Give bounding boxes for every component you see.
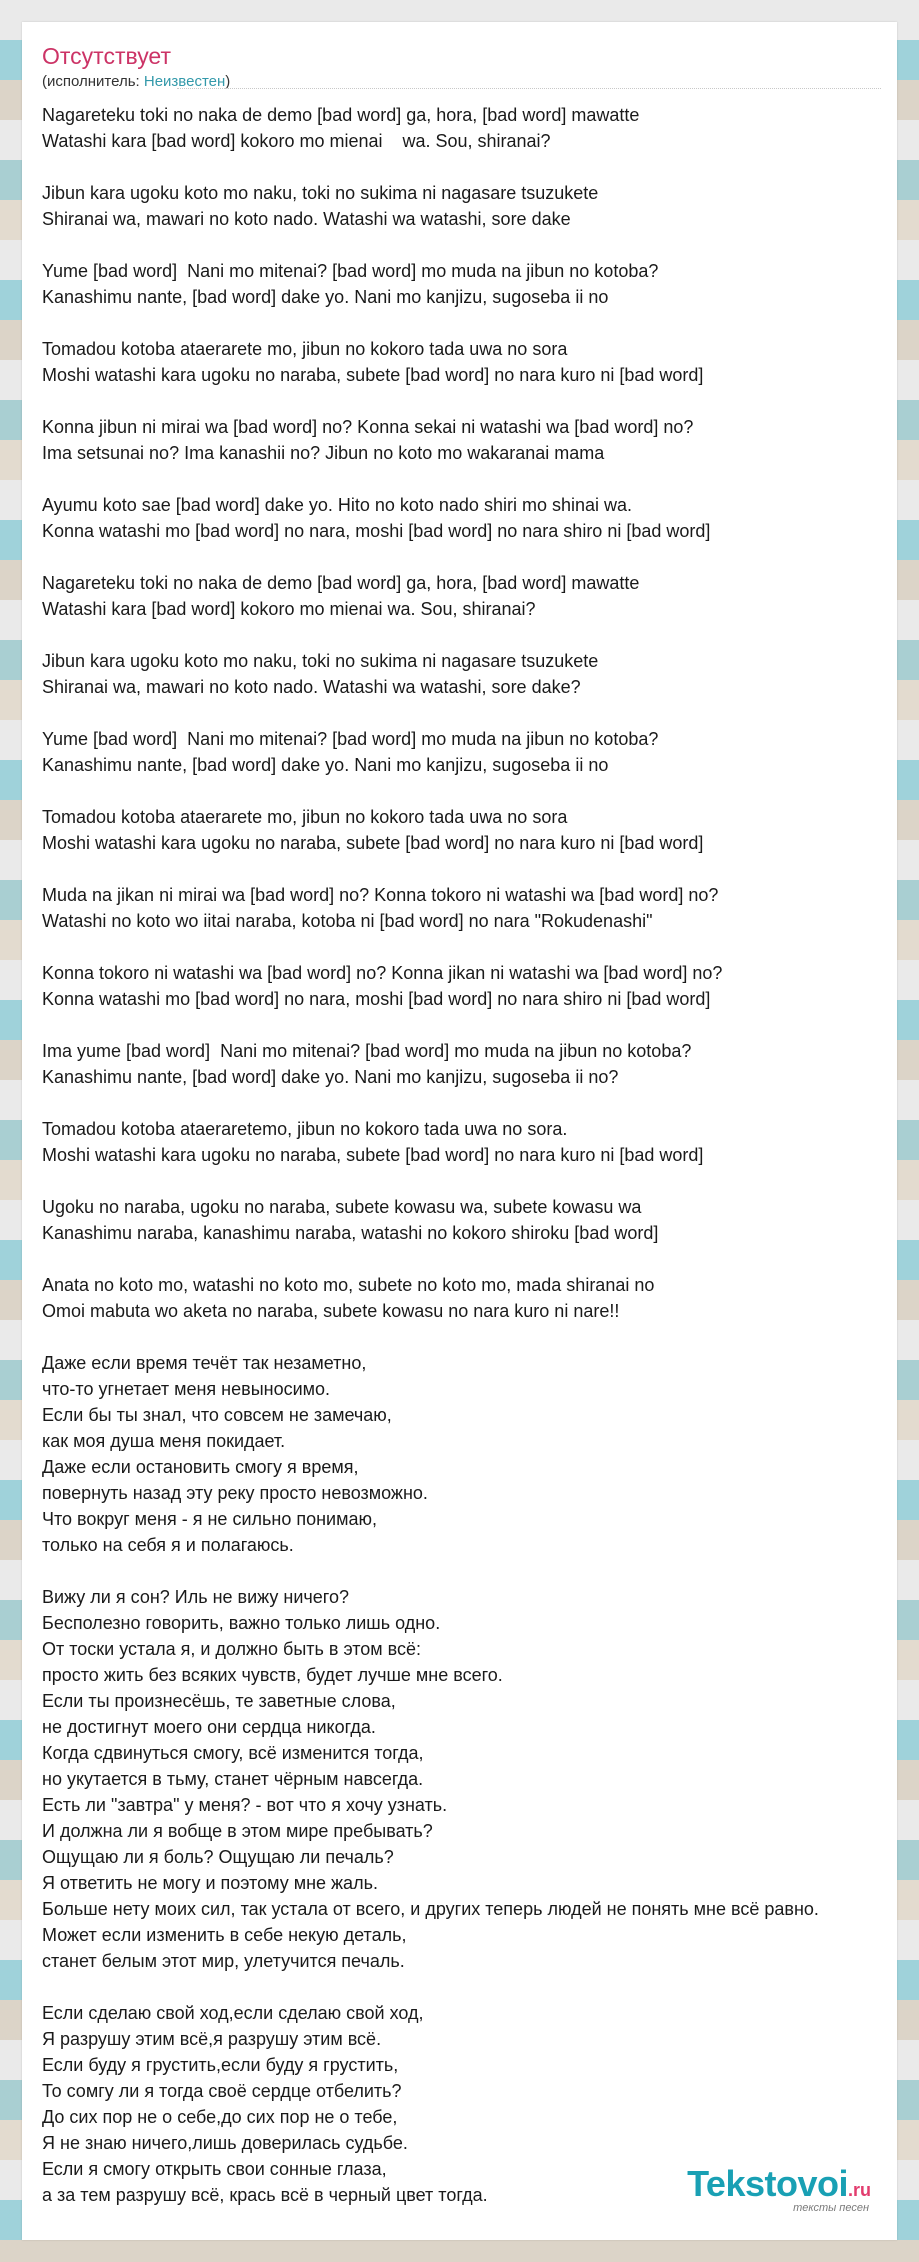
artist-link[interactable]: Неизвестен (143, 73, 226, 90)
logo-wordmark (687, 2163, 871, 2204)
lyrics-card (22, 22, 897, 2240)
song-title: Отсутствует (42, 43, 171, 69)
logo-name: Tekstovoi (687, 2163, 848, 2204)
artist-prefix: (исполнитель: (42, 73, 144, 90)
logo-tagline: тексты песен (793, 2202, 869, 2214)
title-divider (177, 88, 881, 89)
lyrics-text: Nagareteku toki no naka de demo [bad word] ga, hora, [bad word] mawatte Watashi kara [bad word] kokoro mo mienai wa. Sou, shiranai? Jibun kara ugoku koto mo naku, toki no sukima ni nagasare tsuzukete Shiranai wa, mawari no koto nado. Watashi wa watashi, sore dake Yume [bad word] Nani mo mitenai? [bad word] mo muda na jibun no kotoba? Kanashimu nante, [bad word] dake yo. Nani mo kanjizu, sugoseba ii no Tomadou kotoba ataerarete mo, jibun no kokoro tada uwa no sora Moshi watashi kara ugoku no naraba, subete [bad word] no nara kuro ni [bad word] Konna jibun ni mirai wa [bad word] no? Konna sekai ni watashi wa [bad word] no? Ima setsunai no? Ima kanashii no? Jibun no koto mo wakaranai mama Ayumu koto sae [bad word] dake yo. Hito no koto nado shiri mo shinai wa. Konna watashi mo [bad word] no nara, moshi [bad word] no nara shiro ni [bad word] Nagareteku toki no naka de demo [bad word] ga, hora, [bad word] mawatte Watashi kara [bad word] kokoro mo mienai wa. Sou, shiranai? Jibun kara ugoku koto mo naku, toki no sukima ni nagasare tsuzukete Shiranai wa, mawari no koto nado. Watashi wa watashi, sore dake? Yume [bad word] Nani mo mitenai? [bad word] mo muda na jibun no kotoba? Kanashimu nante, [bad word] dake yo. Nani mo kanjizu, sugoseba ii no Tomadou kotoba ataerarete mo, jibun no kokoro tada uwa no sora Moshi watashi kara ugoku no naraba, subete [bad word] no nara kuro ni [bad word] Muda na jikan ni mirai wa [bad word] no? Konna tokoro ni watashi wa [bad word] no? Watashi no koto wo iitai naraba, kotoba ni [bad word] no nara "Rokudenashi" Konna tokoro ni watashi wa [bad word] no? Konna jikan ni watashi wa [bad word] no? Konna watashi mo [bad word] no nara, moshi [bad word] no nara shiro ni [bad word] Ima yume [bad word] Nani mo mitenai? [bad word] mo muda na jibun no kotoba? Kanashimu nante, [bad word] dake yo. Nani mo kanjizu, sugoseba ii no? Tomadou kotoba ataeraretemo, jibun no kokoro tada uwa no sora. Moshi watashi kara ugoku no naraba, subete [bad word] no nara kuro ni [bad word] Ugoku no naraba, ugoku no naraba, subete kowasu wa, subete kowasu wa Kanashimu naraba, kanashimu naraba, watashi no kokoro shiroku [bad word] Anata no koto mo, watashi no koto mo, subete no koto mo, mada shiranai no Omoi mabuta wo aketa no naraba, subete kowasu no nara kuro ni nare!! Даже если время течёт так незаметно, что-то угнетает меня невыносимо. Если бы ты знал, что совсем не замечаю, как моя душа меня покидает. Даже если остановить смогу я время, повернуть назад эту реку просто невозможно. Что вокруг меня - я не сильно понимаю, только на себя я и полагаюсь. Вижу ли я сон? Иль не вижу ничего? Бесполезно говорить, важно только лишь одно. От тоски устала я, и должно быть в этом всё: просто жить без всяких чувств, будет лучше мне всего. Если ты произнесёшь, те заветные слова, не достигнут моего они сердца никогда. Когда сдвинуться смогу, всё изменится тогда, но укутается в тьму, станет чёрным навсегда. Есть ли "завтра" у меня? - вот что я хочу узнать. И должна ли я вобще в этом мире пребывать? Ощущаю ли я боль? Ощущаю ли печаль? Я ответить не могу и поэтому мне жаль. Больше нету моих сил, так устала от всего, и других теперь людей не понять мне всё равно. Может если изменить в себе некую деталь, станет белым этот мир, улетучится печаль. Если сделаю свой ход,если сделаю свой ход, Я разрушу этим всё,я разрушу этим всё. Если буду я грустить,если буду я грустить, То сомгу ли я тогда своё сердце отбелить? До сих пор не о себе,до сих пор не о тебе, Я не знаю ничего,лишь доверилась судьбе. Если я смогу открыть свои сонные глаза, а за тем разрушу всё, крась всё в черный цвет тогда. (42, 105, 819, 2205)
artist-suffix: ) (225, 73, 231, 90)
logo-tld: .ru (847, 2180, 871, 2200)
site-logo[interactable] (687, 2163, 871, 2214)
